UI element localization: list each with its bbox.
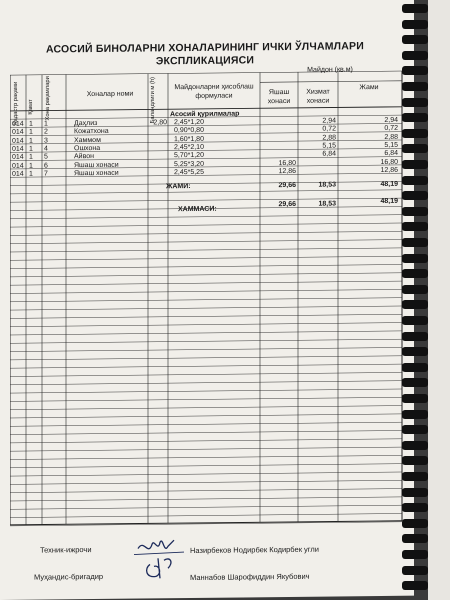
grid-line: [10, 381, 402, 385]
table-cell-formula: 0,90*0,80: [174, 127, 204, 135]
table-cell-num: 2: [44, 128, 48, 136]
binding-ring: [402, 285, 428, 294]
binding-ring: [402, 238, 428, 247]
table-cell-formula: 2,45*5,25: [174, 168, 204, 176]
table-cell-name: Айвон: [74, 153, 94, 161]
binding-ring: [402, 254, 428, 263]
hammasi-jami: 48,19: [380, 197, 398, 206]
header-xona-nomi: Хоналар номи: [86, 90, 134, 99]
binding-ring: [402, 113, 428, 122]
binding-ring: [402, 316, 428, 325]
grid-line: [10, 347, 402, 351]
grid-line: [10, 231, 402, 235]
binding-ring: [402, 519, 428, 528]
jami-xizmat: 18,53: [318, 181, 336, 189]
header-xizmat: Хизмат хонаси: [306, 88, 330, 105]
grid-line: [10, 397, 402, 401]
binding-ring: [402, 441, 428, 450]
table-cell-kavat: 1: [29, 162, 33, 170]
binding-ring: [402, 144, 428, 153]
table-cell-num: 7: [44, 170, 48, 178]
table-cell-xizmat: 2,94: [322, 117, 336, 125]
grid-line: [10, 256, 402, 260]
table-cell-kadastr: 014: [12, 120, 24, 128]
table-cell-jami: 5,15: [384, 141, 398, 149]
grid-line: [10, 455, 402, 459]
engineer-role: Муҳандис-бригадир: [34, 571, 104, 582]
grid-line: [10, 331, 402, 335]
binding-ring: [402, 394, 428, 403]
section-title: Асосий қурилмалар: [170, 110, 240, 119]
table-cell-formula: 1,60*1,80: [174, 135, 204, 143]
hammasi-yashash: 29,66: [278, 200, 296, 209]
table-cell-num: 5: [44, 153, 48, 161]
binding-ring: [402, 66, 428, 75]
table-cell-kavat: 1: [29, 128, 33, 136]
binding-ring: [402, 503, 428, 512]
grid-line: [10, 464, 402, 468]
grid-line: [10, 314, 402, 318]
binding-ring: [402, 20, 428, 29]
binding-ring: [402, 160, 428, 169]
binding-ring: [402, 410, 428, 419]
binding-ring: [402, 534, 428, 543]
grid-line: [10, 414, 402, 418]
binding-ring: [402, 4, 428, 13]
table-cell-kavat: 1: [29, 137, 33, 145]
hammasi-xizmat: 18,53: [318, 200, 336, 208]
grid-line: [10, 472, 402, 476]
grid-line: [10, 389, 402, 393]
binding-ring: [402, 550, 428, 559]
binding-ring: [402, 363, 428, 372]
binding-ring: [402, 332, 428, 341]
header-xona-raqami: Хона рақамлари: [45, 76, 51, 121]
grid-line: [10, 513, 402, 517]
table-cell-yashash: 12,86: [278, 167, 296, 175]
binding-ring: [402, 456, 428, 465]
next-page-edge: [428, 0, 450, 600]
table-cell-jami: 6,84: [384, 150, 398, 158]
table-cell-formula: 5,25*3,20: [174, 160, 204, 168]
jami-yashash: 29,66: [278, 181, 296, 190]
table-cell-kadastr: 014: [12, 137, 24, 145]
table-cell-kavat: 1: [29, 153, 33, 161]
table-cell-name: Яшаш хонаси: [74, 161, 119, 169]
grid-line: [10, 298, 402, 302]
table-cell-name: Ошхона: [74, 144, 101, 153]
table-cell-name: Хаммом: [74, 136, 101, 144]
binding-ring: [402, 129, 428, 138]
signature-image: [130, 534, 190, 585]
table-cell-formula: 2,45*2,10: [174, 143, 204, 152]
grid-line: [10, 264, 402, 268]
grid-line: [10, 430, 402, 434]
table-cell-jami: 2,88: [384, 133, 398, 141]
table-cell-name: Даҳлиз: [74, 119, 98, 128]
grid-line: [10, 447, 402, 451]
grid-line: [10, 372, 402, 376]
grid-line: [10, 356, 402, 360]
table-cell-kavat: 1: [29, 145, 33, 153]
grid-line: [10, 505, 402, 509]
title-line-1: АСОСИЙ БИНОЛАРНИ ХОНАЛАРИНИНГ ИЧКИ ЎЛЧАМЛАРИ: [46, 40, 364, 56]
binding-ring: [402, 207, 428, 216]
table-cell-num: 6: [44, 161, 48, 170]
table-cell-jami: 2,94: [384, 116, 398, 124]
table-cell-kadastr: 014: [12, 170, 24, 178]
binding-ring: [402, 488, 428, 497]
header-maydon: Майдон (кв.м): [307, 66, 353, 74]
grid-line: [10, 439, 402, 443]
table-cell-kadastr: 014: [12, 162, 24, 170]
binding-ring: [402, 82, 428, 91]
binding-ring: [402, 581, 428, 590]
binding-ring: [402, 425, 428, 434]
table-cell-kavat: 1: [29, 170, 33, 178]
table-cell-num: 4: [44, 145, 48, 153]
grid-line: [10, 215, 402, 219]
grid-line: [10, 281, 402, 285]
grid-line: [10, 406, 402, 410]
table-cell-name: Яшаш хонаси: [74, 169, 119, 178]
grid-line: [10, 223, 402, 227]
table-cell-xizmat: 0,72: [322, 125, 336, 133]
tech-role: Техник-ижрочи: [40, 545, 92, 555]
header-kadastr: Кадастр рақами: [13, 81, 19, 125]
grid-line: [10, 190, 402, 194]
grid-line: [10, 306, 402, 310]
table-cell-num: 1: [44, 120, 48, 128]
engineer-name: Маннабов Шарофиддин Якубович: [190, 571, 310, 583]
grid-line: [10, 422, 402, 426]
table-cell-num: 3: [44, 137, 48, 145]
table-cell-yashash: 16,80: [278, 159, 296, 167]
table-cell-formula: 2,45*1,20: [174, 118, 204, 127]
grid-line: [10, 480, 402, 484]
binding-ring: [402, 191, 428, 200]
table-cell-kadastr: 014: [12, 129, 24, 137]
binding-ring: [402, 176, 428, 185]
header-jami: Жами: [359, 84, 379, 92]
table-cell-jami: 0,72: [384, 125, 398, 133]
table-cell-kavat: 1: [29, 120, 33, 128]
grid-line: [10, 489, 402, 493]
grid-line: [10, 240, 402, 244]
grid-line: [10, 323, 402, 327]
binding-ring: [402, 98, 428, 107]
table-cell-height: 2,80: [153, 119, 167, 127]
header-balandligi: Баландлиги м (h): [150, 76, 156, 124]
table-cell-kadastr: 014: [12, 145, 24, 153]
binding-ring: [402, 347, 428, 356]
table-cell-kadastr: 014: [12, 153, 24, 162]
binding-ring: [402, 378, 428, 387]
binding-ring: [402, 300, 428, 309]
table-cell-xizmat: 5,15: [322, 142, 336, 150]
header-kavat: Қават: [28, 99, 34, 115]
table-cell-jami: 12,86: [380, 166, 398, 174]
binding-ring: [402, 51, 428, 60]
grid-line: [10, 521, 402, 525]
grid-line: [10, 289, 402, 293]
binding-ring: [402, 222, 428, 231]
grid-line: [10, 364, 402, 368]
binding-ring: [402, 269, 428, 278]
grid-line: [10, 273, 402, 277]
hammasi-label: ХАММАСИ:: [178, 205, 217, 214]
binding-ring: [402, 35, 428, 44]
binding-ring: [402, 566, 428, 575]
explication-table: [10, 66, 404, 527]
grid-line: [10, 497, 402, 501]
header-formula: Майдонларни ҳисоблаш формуласи: [174, 83, 254, 100]
table-cell-formula: 5,70*1,20: [174, 152, 204, 160]
table-cell-jami: 16,80: [380, 158, 398, 166]
grid-line: [10, 248, 402, 252]
jami-jami: 48,19: [380, 180, 398, 189]
title-line-2: ЭКСПЛИКАЦИЯСИ: [155, 54, 255, 68]
binding-ring: [402, 472, 428, 481]
table-cell-xizmat: 6,84: [322, 150, 336, 158]
grid-line: [10, 339, 402, 343]
tech-name: Назирбеков Нодирбек Кодирбек угли: [190, 544, 319, 556]
table-cell-name: Кожатхона: [74, 128, 109, 136]
table-cell-xizmat: 2,88: [322, 134, 336, 142]
jami-label: ЖАМИ:: [166, 183, 191, 191]
header-yashash: Яшаш хонаси: [267, 88, 291, 106]
